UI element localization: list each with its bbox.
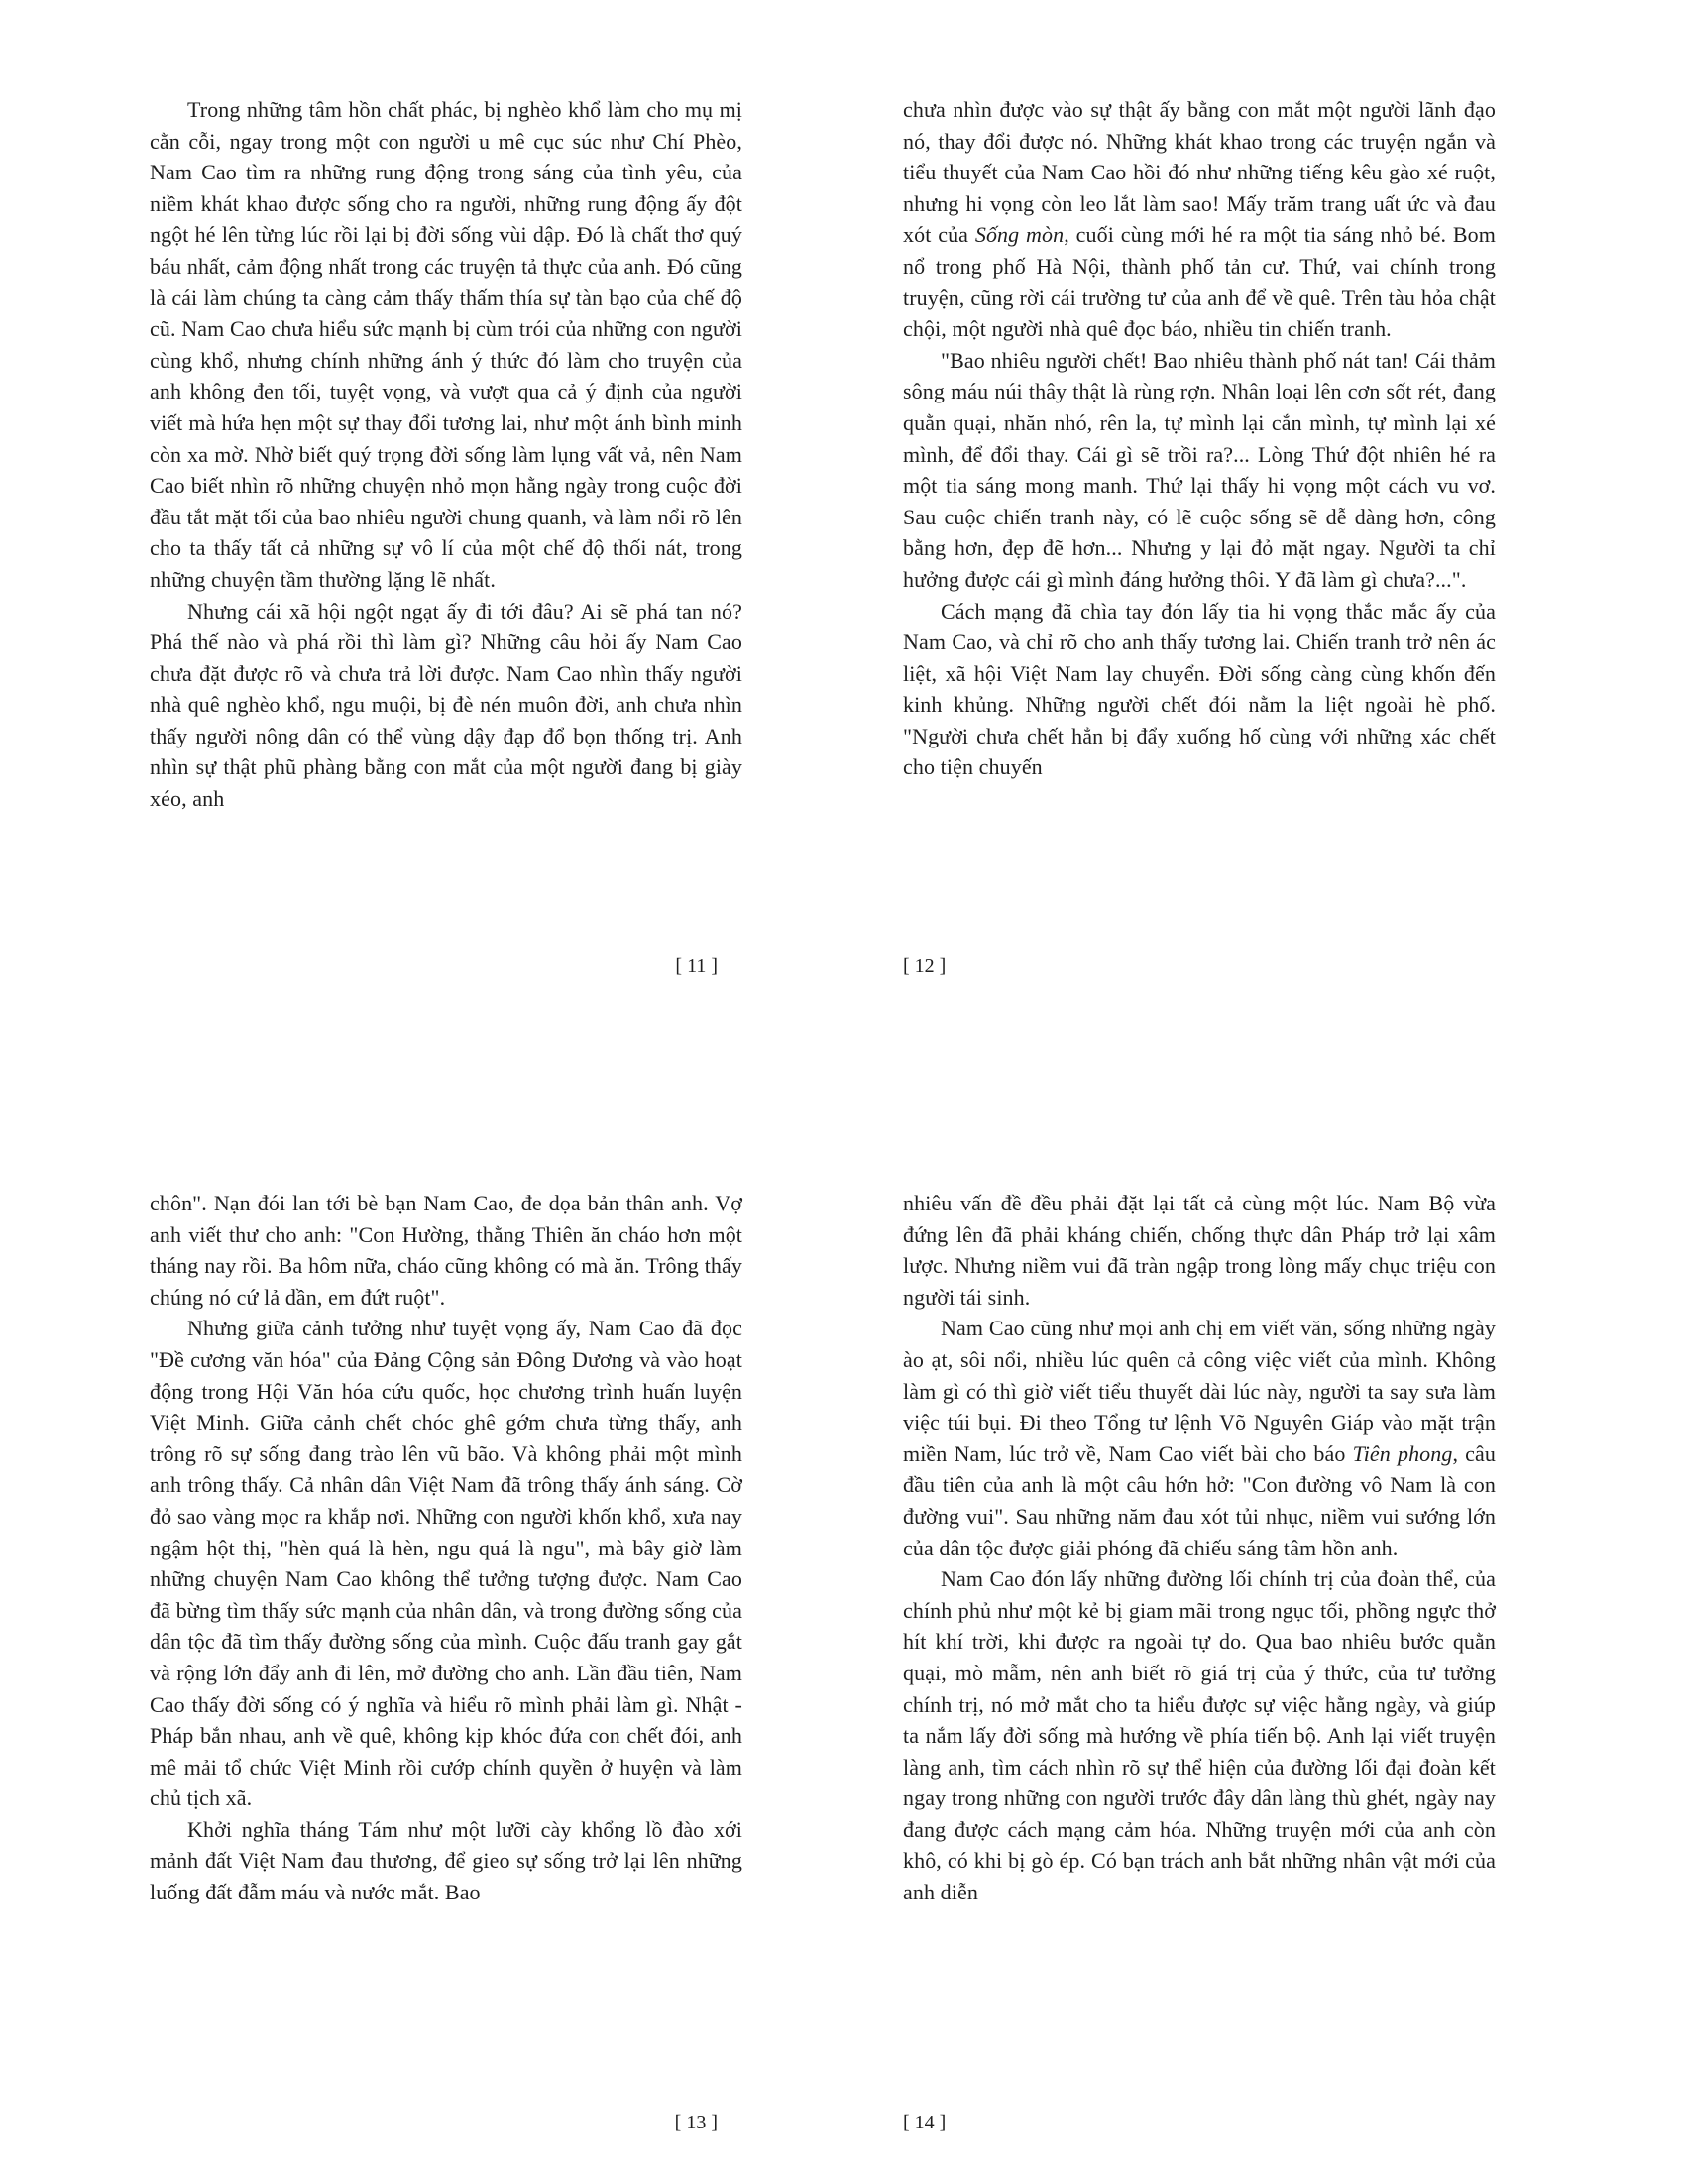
paragraph [150, 94, 742, 596]
page-11-text [150, 94, 742, 815]
page-14-text [903, 1188, 1496, 1908]
paragraph [903, 596, 1496, 784]
page-14-number: [ 14 ] [903, 2112, 947, 2133]
page-11 [150, 94, 742, 1091]
page-13-text [150, 1188, 742, 1908]
body-text: "Bao nhiêu người chết! Bao nhiêu thành phố nát tan! Cái thảm sông máu núi thây thật là rùng rợn. Nhân loại lên cơn sốt rét, đang quằn quại, nhăn nhó, rên la, tự mình lại cắn mình, tự mình lại xé mình, để đổi thay. Cái gì sẽ trồi ra?... Lòng Thứ đột nhiên hé ra một tia sáng mong manh. Thứ lại thấy hi vọng một cách vu vơ. Sau cuộc chiến tranh này, có lẽ cuộc sống sẽ dễ dàng hơn, công bằng hơn, đẹp đẽ hơn... Nhưng y lại đỏ mặt ngay. Người ta chỉ hưởng được cái gì mình đáng hưởng thôi. Y đã làm gì chưa?...". [903, 347, 1496, 592]
page-12 [903, 94, 1496, 1091]
paragraph [150, 1313, 742, 1814]
page-13 [150, 1188, 742, 2184]
page-14 [903, 1188, 1496, 2184]
body-text: Nhưng giữa cảnh tưởng như tuyệt vọng ấy, Nam Cao đã đọc "Đề cương văn hóa" của Đảng Cộng sản Đông Dương và vào hoạt động trong Hội Văn hóa cứu quốc, học chương trình huấn luyện Việt Minh. Giữa cảnh chết chóc ghê gớm chưa từng thấy, anh trông rõ sự sống đang trào lên vũ bão. Và không phải một mình anh trông thấy. Cả nhân dân Việt Nam đã trông thấy ánh sáng. Cờ đỏ sao vàng mọc ra khắp nơi. Những con người khốn khổ, xưa nay ngậm hột thị, "hèn quá là hèn, ngu quá là ngu", mà bây giờ làm những chuyện Nam Cao không thể tưởng tượng được. Nam Cao đã bừng tìm thấy sức mạnh của nhân dân, và trong đường sống của dân tộc đã tìm thấy đường sống của mình. Cuộc đấu tranh gay gắt và rộng lớn đẩy anh đi lên, mở đường cho anh. Lần đầu tiên, Nam Cao thấy đời sống có ý nghĩa và hiểu rõ mình phải làm gì. Nhật - Pháp bắn nhau, anh về quê, không kịp khóc đứa con chết đói, anh mê mải tổ chức Việt Minh rồi cướp chính quyền ở huyện và làm chủ tịch xã. [150, 1316, 742, 1811]
body-text: chưa nhìn được vào sự thật ấy bằng con mắt một người lãnh đạo nó, thay đổi được nó. Những khát khao trong các truyện ngắn và tiểu thuyết của Nam Cao hồi đó như những tiếng kêu gào xé ruột, nhưng hi vọng còn leo lắt làm sao! Mấy trăm trang uất ức và đau xót của [903, 97, 1496, 248]
body-text: Nam Cao đón lấy những đường lối chính trị của đoàn thể, của chính phủ như một kẻ bị giam mãi trong ngục tối, phồng ngực thở hít khí trời, khi được ra ngoài tự do. Qua bao nhiêu bước quằn quại, mò mẫm, nên anh biết rõ giá trị của ý thức, của tư tưởng chính trị, nó mở mắt cho ta hiểu được sự việc hằng ngày, và giúp ta nắm lấy đời sống mà hướng về phía tiến bộ. Anh lại viết truyện làng anh, tìm cách nhìn rõ sự thể hiện của đường lối đại đoàn kết ngay trong những con người trước đây dân làng thù ghét, ngày nay đang được cách mạng cảm hóa. Những truyện mới của anh còn khô, có khi bị gò ép. Có bạn trách anh bắt những nhân vật mới của anh diễn [903, 1566, 1496, 1905]
italic-title-text: Sống mòn [974, 222, 1065, 248]
page-11-number: [ 11 ] [675, 955, 718, 977]
page-12-text [903, 94, 1496, 783]
body-text: , câu đầu tiên của anh là một câu hớn hở: "Con đường vô Nam là con đường vui". Sau những năm đau xót tủi nhục, niềm vui sướng lớn của dân tộc được giải phóng đã chiếu sáng tâm hồn anh. [903, 1440, 1496, 1560]
body-text: nhiêu vấn đề đều phải đặt lại tất cả cùng một lúc. Nam Bộ vừa đứng lên đã phải kháng chiến, chống thực dân Pháp trở lại xâm lược. Nhưng niềm vui đã tràn ngập trong lòng mấy chục triệu con người tái sinh. [903, 1191, 1496, 1310]
body-text: chôn". Nạn đói lan tới bè bạn Nam Cao, đe dọa bản thân anh. Vợ anh viết thư cho anh: "Con Hường, thằng Thiên ăn cháo hơn một tháng nay rồi. Ba hôm nữa, cháo cũng không có mà ăn. Trông thấy chúng nó cứ lả dần, em đứt ruột". [150, 1191, 742, 1310]
body-text: Cách mạng đã chìa tay đón lấy tia hi vọng thắc mắc ấy của Nam Cao, và chỉ rõ cho anh thấy tương lai. Chiến tranh trở nên ác liệt, xã hội Việt Nam lay chuyển. Đời sống càng cùng khốn đến kinh khủng. Những người chết đói nằm la liệt ngoài hè phố. "Người chưa chết hẳn bị đẩy xuống hố cùng với những xác chết cho tiện chuyến [903, 598, 1496, 780]
paragraph [150, 1814, 742, 1908]
italic-title-text: Tiên phong [1352, 1440, 1453, 1466]
page-13-number: [ 13 ] [674, 2112, 718, 2133]
paragraph [903, 1563, 1496, 1908]
paragraph [903, 1188, 1496, 1313]
body-text: , cuối cùng mới hé ra một tia sáng nhỏ bé. Bom nổ trong phố Hà Nội, thành phố tản cư. Thứ, vai chính trong truyện, cũng rời cái trường tư của anh để về quê. Trên tàu hỏa chật chội, một người nhà quê đọc báo, nhiều tin chiến tranh. [903, 222, 1496, 342]
paragraph [903, 94, 1496, 345]
paragraph [903, 1313, 1496, 1563]
body-text: Nhưng cái xã hội ngột ngạt ấy đi tới đâu? Ai sẽ phá tan nó? Phá thế nào và phá rồi thì làm gì? Những câu hỏi ấy Nam Cao chưa đặt được rõ và chưa trả lời được. Nam Cao nhìn thấy người nhà quê nghèo khổ, ngu muội, bị đè nén muôn đời, anh chưa nhìn thấy người nông dân có thể vùng dậy đạp đổ bọn thống trị. Anh nhìn sự thật phũ phàng bằng con mắt của một người đang bị giày xéo, anh [150, 598, 742, 812]
page-12-number: [ 12 ] [903, 955, 947, 977]
body-text: Nam Cao cũng như mọi anh chị em viết văn, sống những ngày ào ạt, sôi nổi, nhiều lúc quên cả công việc viết của mình. Không làm gì có thì giờ viết tiểu thuyết dài lúc này, người ta say sưa làm việc túi bụi. Đi theo Tổng tư lệnh Võ Nguyên Giáp vào mặt trận miền Nam, lúc trở về, Nam Cao viết bài cho báo [903, 1316, 1496, 1466]
paragraph [150, 596, 742, 815]
body-text: Trong những tâm hồn chất phác, bị nghèo khổ làm cho mụ mị cằn cỗi, ngay trong một con người u mê cục súc như Chí Phèo, Nam Cao tìm ra những rung động trong sáng của tình yêu, của niềm khát khao được sống cho ra người, những rung động ấy đột ngột hé lên từng lúc rồi lại bị đời sống vùi dập. Đó là chất thơ quý báu nhất, cảm động nhất trong các truyện tả thực của anh. Đó cũng là cái làm chúng ta càng cảm thấy thấm thía sự tàn bạo của chế độ cũ. Nam Cao chưa hiểu sức mạnh bị cùm trói của những con người cùng khổ, nhưng chính những ánh ý thức đó làm cho truyện của anh không đen tối, tuyệt vọng, và vượt qua cả ý định của người viết mà hứa hẹn một sự thay đổi tương lai, như một ánh bình minh còn xa mờ. Nhờ biết quý trọng đời sống làm lụng vất vả, nên Nam Cao biết nhìn rõ những chuyện nhỏ mọn hằng ngày trong cuộc đời đầu tắt mặt tối của bao nhiêu người chung quanh, và làm nổi rõ lên cho ta thấy tất cả những sự vô lí của một chế độ thối nát, trong những chuyện tầm thường lặng lẽ nhất. [150, 97, 742, 592]
paragraph [150, 1188, 742, 1313]
body-text: Khởi nghĩa tháng Tám như một lưỡi cày khổng lồ đào xới mảnh đất Việt Nam đau thương, để gieo sự sống trở lại lên những luống đất đẫm máu và nước mắt. Bao [150, 1816, 742, 1905]
paragraph [903, 345, 1496, 596]
